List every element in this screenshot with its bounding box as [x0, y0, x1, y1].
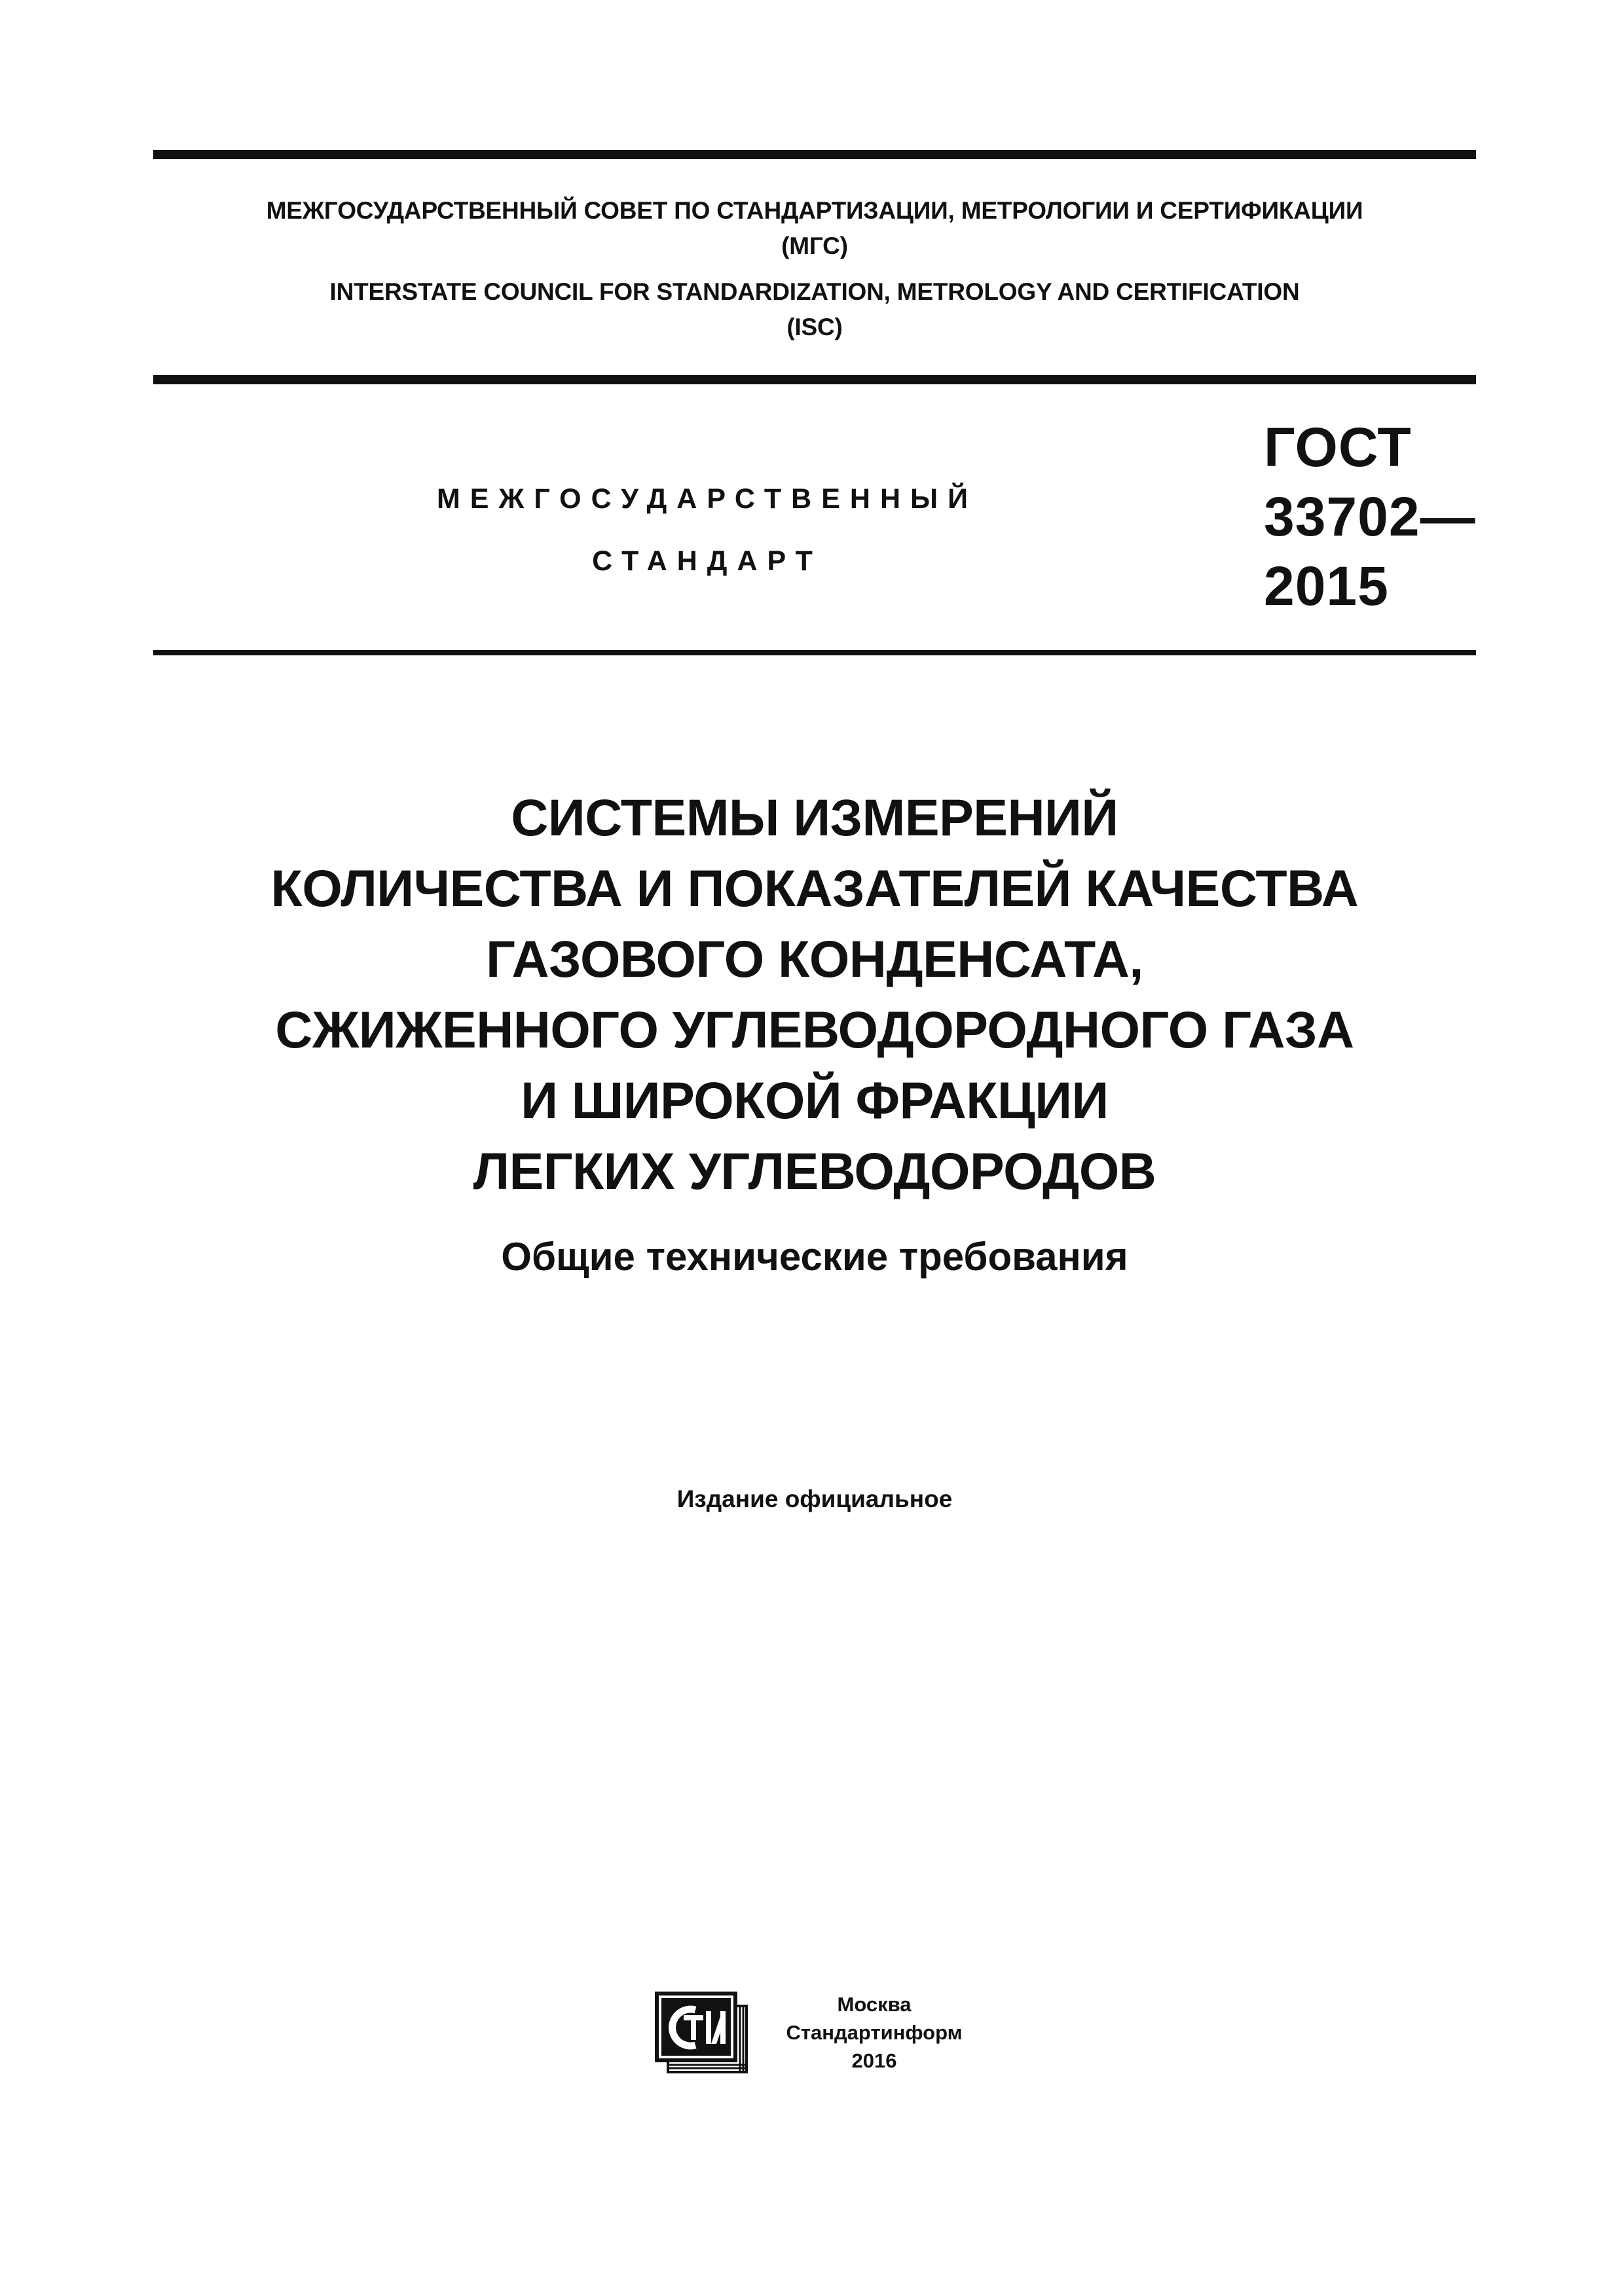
title-line: СЖИЖЕННОГО УГЛЕВОДОРОДНОГО ГАЗА — [275, 1000, 1354, 1059]
title-line: ГАЗОВОГО КОНДЕНСАТА, — [486, 930, 1143, 988]
council-header — [153, 193, 1476, 345]
standard-code-year: 2015 — [1264, 555, 1389, 617]
council-en-abbreviation: (ISC) — [786, 314, 843, 340]
standard-type-line2: СТАНДАРТ — [592, 545, 822, 577]
standard-type-line1: МЕЖГОСУДАРСТВЕННЫЙ — [436, 483, 978, 515]
title-line: И ШИРОКОЙ ФРАКЦИИ — [521, 1071, 1109, 1129]
council-en-name: INTERSTATE COUNCIL FOR STANDARDIZATION, METROLOGY AND CERTIFICATION — [329, 278, 1300, 305]
imprint-city: Москва — [837, 1993, 912, 2016]
header-bottom-rule — [153, 650, 1476, 655]
council-ru-abbreviation: (МГС) — [781, 232, 848, 259]
standard-code-number: 33702— — [1264, 486, 1476, 547]
imprint-publisher: Стандартинформ — [786, 2021, 963, 2044]
header-top-rule — [153, 150, 1476, 159]
standartinform-logo-icon — [655, 1992, 748, 2073]
title-line: ЛЕГКИХ УГЛЕВОДОРОДОВ — [473, 1142, 1156, 1200]
imprint-year: 2016 — [851, 2049, 897, 2072]
title-line: СИСТЕМЫ ИЗМЕРЕНИЙ — [511, 788, 1118, 847]
header-middle-rule — [153, 375, 1476, 384]
document-title — [153, 782, 1476, 1207]
council-ru-name: МЕЖГОСУДАРСТВЕННЫЙ СОВЕТ ПО СТАНДАРТИЗАЦИИ, МЕТРОЛОГИИ И СЕРТИФИКАЦИИ — [266, 197, 1363, 224]
standard-type-label — [367, 468, 1048, 592]
title-line: КОЛИЧЕСТВА И ПОКАЗАТЕЛЕЙ КАЧЕСТВА — [270, 859, 1359, 917]
edition-note: Издание официальное — [676, 1485, 953, 1512]
publisher-imprint — [763, 1990, 986, 2075]
document-subtitle: Общие технические требования — [501, 1235, 1128, 1279]
standard-code-prefix: ГОСТ — [1264, 416, 1412, 478]
standard-code — [1264, 412, 1476, 621]
